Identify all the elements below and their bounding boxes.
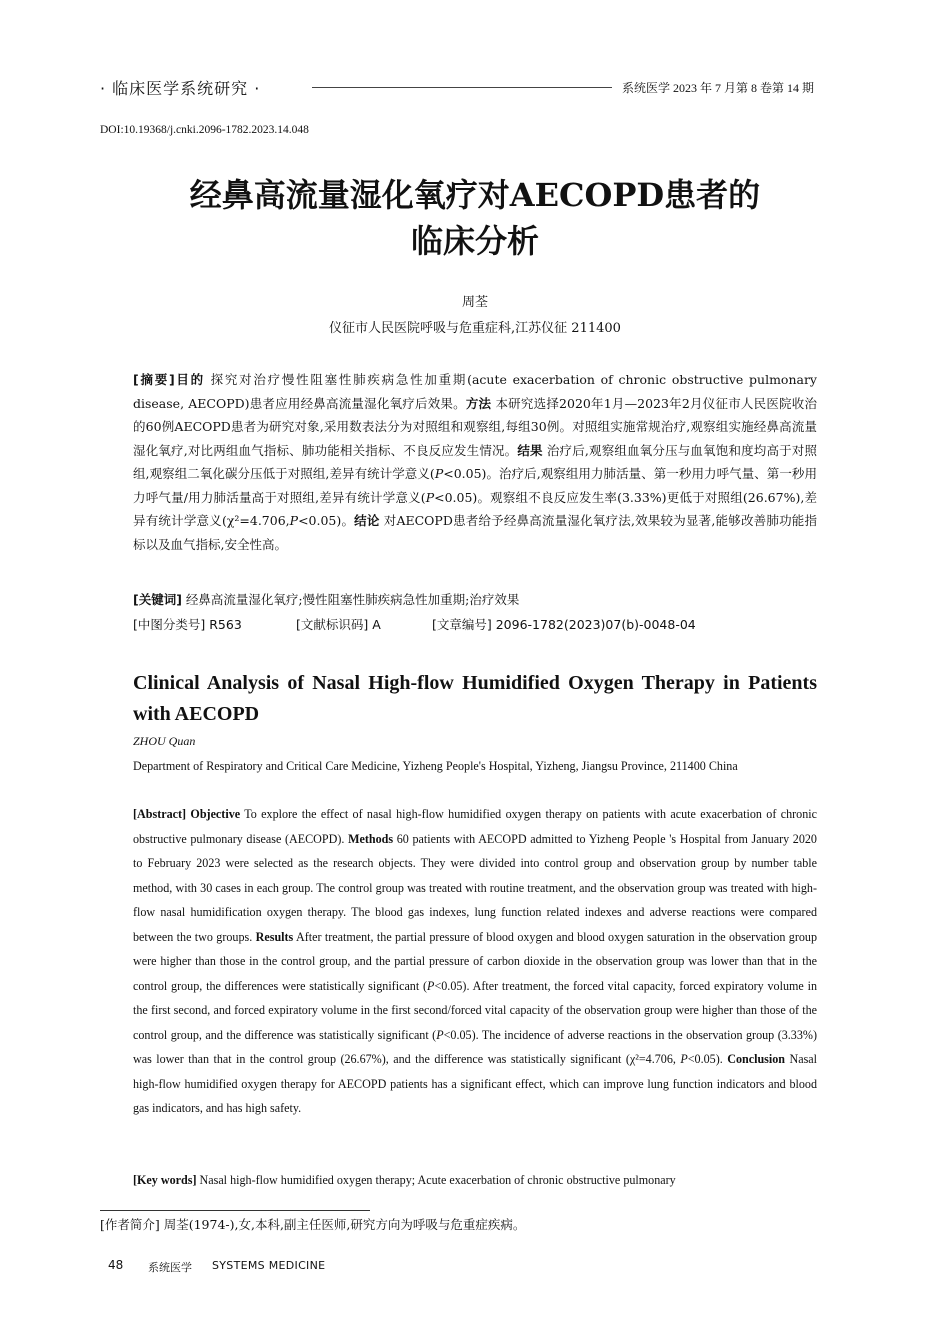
affiliation-en: Department of Respiratory and Critical Care Medicine, Yizheng People's Hospital, Yizheng, Jiangsu Province, 211400 China: [133, 759, 738, 773]
results-text-en: <0.05). After treatment, the forced vital capacity, forced expiratory volume in the first second, and forced expiratory volume in the first second/forced vital capacity of the observation group were higher than those of the control group, and the difference was statistically significant (: [133, 978, 817, 1042]
abstract-cn: [133, 368, 817, 556]
author-cn: 周荃: [461, 295, 488, 310]
doi: DOI:10.19368/j.cnki.2096-1782.2023.14.048: [100, 124, 309, 136]
keywords-label-en: [Key words]: [133, 1173, 197, 1187]
paper-title-cn: [60, 172, 890, 264]
results-text: 治疗后,观察组血氧分压与血氧饱和度均高于对照组,观察组二氧化碳分压低于对照组,差异有统计学意义(: [133, 442, 817, 481]
journal-name-en: SYSTEMS MEDICINE: [212, 1259, 326, 1272]
author-en: ZHOU Quan: [133, 734, 196, 748]
abstract-en: [133, 802, 817, 1121]
results-text-en: <0.05). The incidence of adverse reactions in the observation group (3.33%) was lower than that in the control group (26.67%), and the difference was statistically significant (χ²=4.706,: [133, 1027, 817, 1066]
p-symbol: P: [436, 1027, 444, 1042]
results-label: 结果: [517, 442, 543, 458]
results-text: <0.05)。观察组不良反应发生率(3.33%)更低于对照组(26.67%),差异有统计学意义(χ²=4.706,: [133, 489, 817, 528]
p-symbol: P: [680, 1052, 688, 1066]
author-bio-footnote: [作者简介] 周荃(1974-),女,本科,副主任医师,研究方向为呼吸与危重症疾病。: [100, 1217, 526, 1232]
page-number: 48: [108, 1258, 124, 1272]
p-symbol: P: [434, 466, 444, 481]
footnote-rule: [100, 1210, 370, 1211]
p-symbol: P: [289, 513, 299, 528]
methods-label-en: Methods: [348, 831, 394, 846]
clc-number: [中图分类号] R563: [133, 617, 242, 632]
p-symbol: P: [425, 489, 435, 505]
conclusion-label: 结论: [354, 513, 380, 528]
keywords-cn: [133, 590, 519, 608]
results-text: <0.05)。治疗后,观察组用力肺活量、第一秒用力呼气量、第一秒用力呼气量/用力肺活量高于对照组,差异有统计学意义(: [133, 466, 817, 505]
p-symbol: P: [427, 978, 435, 993]
document-code: [文献标识码] A: [296, 617, 381, 632]
section-header: · 临床医学系统研究 ·: [100, 79, 261, 98]
conclusion-label-en: Conclusion: [727, 1052, 786, 1066]
journal-issue: 系统医学 2023 年 7 月第 8 卷第 14 期: [622, 81, 815, 95]
objective-label: 目的: [174, 372, 205, 387]
results-text-en: <0.05).: [687, 1052, 723, 1066]
abstract-label-en: [Abstract]: [133, 807, 187, 821]
affiliation-cn: 仪征市人民医院呼吸与危重症科,江苏仪征 211400: [329, 321, 621, 336]
objective-text: 探究对治疗慢性阻塞性肺疾病急性加重期(acute exacerbation of chronic obstructive pulmonary disease, AECOPD)患者应用经鼻高流量湿化氧疗后效果。: [133, 372, 817, 411]
keywords-label: [关键词]: [133, 592, 182, 607]
conclusion-text-en: Nasal high-flow humidified oxygen therapy for AECOPD patients has a significant effect, which can improve lung function indicators and blood gas indicators, and has high safety.: [133, 1052, 818, 1115]
journal-name-cn: 系统医学: [148, 1261, 192, 1274]
header-rule: [312, 87, 612, 88]
results-text: <0.05)。: [298, 513, 355, 528]
keywords-text: 经鼻高流量湿化氧疗;慢性阻塞性肺疾病急性加重期;治疗效果: [181, 592, 520, 607]
keywords-text-en: Nasal high-flow humidified oxygen therapy; Acute exacerbation of chronic obstructive pulmonary: [196, 1173, 676, 1187]
title-line-1: 经鼻高流量湿化氧疗对AECOPD患者的: [189, 176, 761, 214]
keywords-en: [133, 1168, 817, 1193]
title-line-2: 临床分析: [410, 222, 539, 260]
results-text-en: After treatment, the partial pressure of blood oxygen and blood oxygen saturation in the observation group were higher than those in the control group, and the partial pressure of carbon dioxide in the observation group was lower than that in the control group, the differences were statistically significant (: [133, 929, 817, 993]
article-number: [文章编号] 2096-1782(2023)07(b)-0048-04: [432, 617, 696, 632]
results-label-en: Results: [255, 929, 294, 944]
abstract-label: [摘要]: [133, 372, 175, 387]
objective-label-en: Objective: [190, 807, 241, 821]
methods-text: 本研究选择2020年1月—2023年2月仪征市人民医院收治的60例AECOPD患者为研究对象,采用数表法分为对照组和观察组,每组30例。对照组实施常规治疗,观察组实施经鼻高流量湿化氧疗,对比两组血气指标、肺功能相关指标、不良反应发生情况。: [133, 395, 817, 458]
methods-text-en: 60 patients with AECOPD admitted to Yizheng People 's Hospital from January 2020 to February 2023 were selected as the research objects. They were divided into control group and observation group by number table method, with 30 cases in each group. The control group was treated with routine treatment, and the observation group was treated with high-flow nasal humidification oxygen therapy. The blood gas indexes, lung function related indexes and adverse reactions were compared between the two groups.: [133, 831, 817, 944]
methods-label: 方法: [465, 395, 492, 411]
objective-text-en: To explore the effect of nasal high-flow humidified oxygen therapy on patients with acute exacerbation of chronic obstructive pulmonary disease (AECOPD).: [133, 807, 817, 846]
paper-title-en: Clinical Analysis of Nasal High-flow Humidified Oxygen Therapy in Patients with AECOPD: [133, 672, 817, 725]
conclusion-text: 对AECOPD患者给予经鼻高流量湿化氧疗法,效果较为显著,能够改善肺功能指标以及血气指标,安全性高。: [133, 513, 817, 552]
